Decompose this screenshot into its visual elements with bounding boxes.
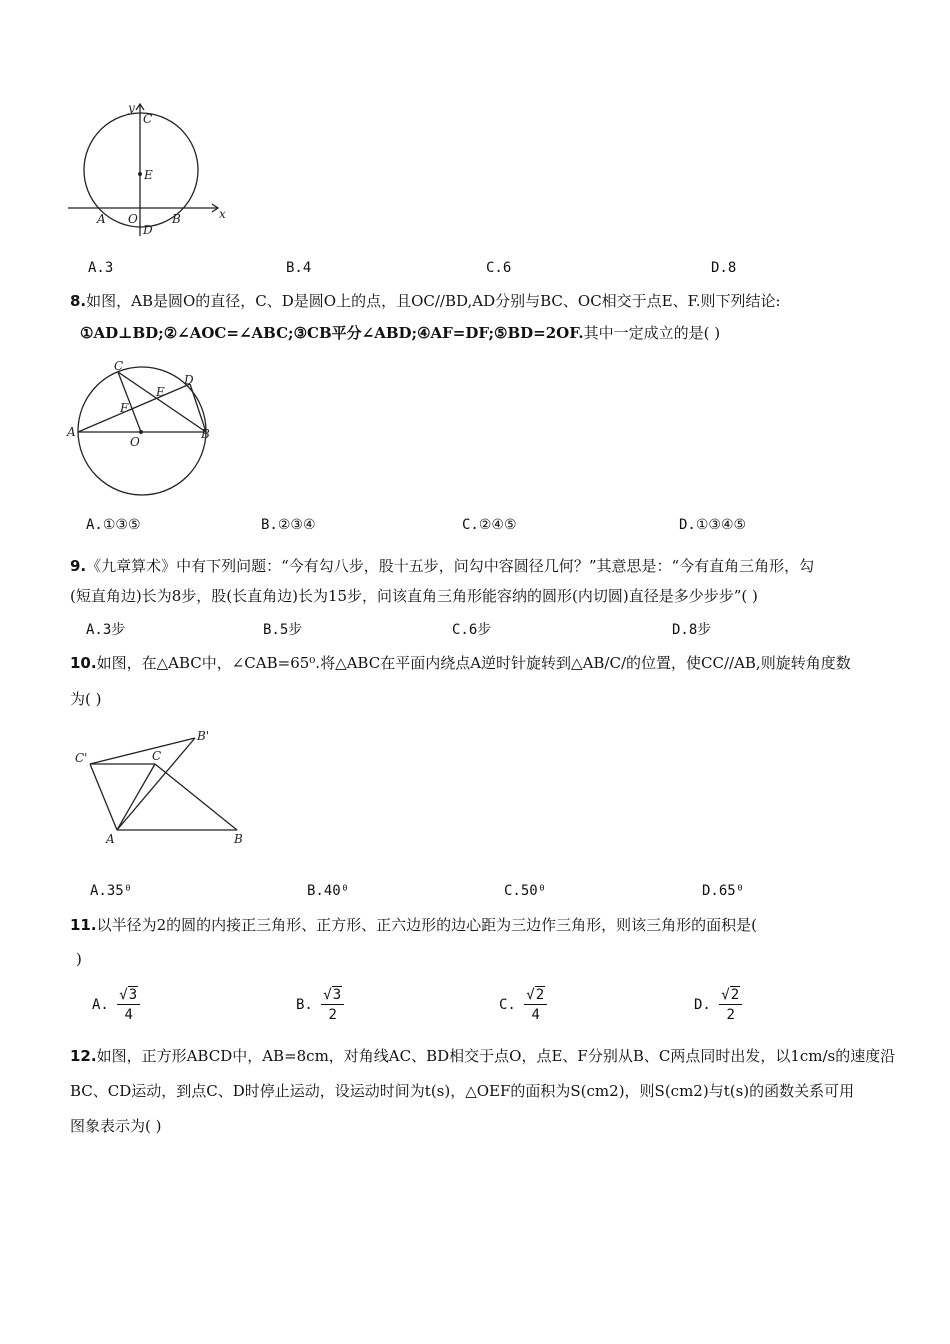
q11-stem-line2: )	[76, 950, 82, 968]
q9-stem-line2: (短直角边)长为8步，股(长直角边)长为15步，问该直角三角形能容纳的圆形(内切圆)直径是多少步步”( )	[70, 587, 758, 605]
q8-conclusions: ①AD⊥BD;②∠AOC=∠ABC;③CB平分∠ABD;④AF=DF;⑤BD=2OF.	[80, 324, 584, 342]
q12-number: 12.	[70, 1047, 97, 1065]
q11-stem-line1	[70, 916, 757, 934]
q8-stem-line1	[70, 292, 781, 310]
q8-label-b: B	[201, 427, 210, 441]
q11-option-b	[296, 986, 344, 1024]
q11-option-d	[694, 986, 742, 1024]
q7-figure	[66, 98, 236, 248]
q7-label-d: D	[143, 223, 153, 237]
q12-stem-line3: 图象表示为( )	[70, 1117, 162, 1135]
q7-option-d: D.8	[711, 260, 737, 276]
q8-tail: 其中一定成立的是( )	[583, 324, 721, 342]
q7-label-x: x	[219, 207, 226, 221]
q7-label-b: B	[172, 212, 181, 226]
q11-option-d-denominator: 2	[726, 1007, 735, 1023]
q8-option-b: B.②③④	[261, 517, 316, 533]
q9-option-a: A.3步	[86, 622, 126, 638]
q9-option-d: D.8步	[672, 622, 712, 638]
q10-label-c-prime: C'	[75, 751, 88, 765]
q8-label-o: O	[130, 435, 140, 449]
q10-option-a: A.35⁰	[90, 883, 133, 899]
q7-option-c: C.6	[486, 260, 512, 276]
q7-label-y: y	[128, 101, 135, 115]
q12-line1: 如图，正方形ABCD中，AB=8cm，对角线AC、BD相交于点O，点E、F分别从B、C两点同时出发，以1cm/s的速度沿	[96, 1047, 896, 1065]
q7-label-o: O	[128, 212, 138, 226]
q11-option-b-fraction: $\frac{√3}{2}$	[321, 986, 344, 1024]
q7-label-a: A	[97, 212, 106, 226]
q10-stem-line2: 为( )	[70, 690, 102, 708]
q11-option-b-radicand: 3	[332, 987, 342, 1003]
q11-option-a-radicand: 3	[128, 987, 138, 1003]
q8-label-e: E	[156, 385, 165, 399]
q11-option-c-radicand: 2	[535, 987, 545, 1003]
q8-label-f: F	[120, 401, 129, 415]
q7-option-a: A.3	[88, 260, 114, 276]
q9-line1: 《九章算术》中有下列问题：“今有勾八步，股十五步，问勾中容圆径几何？”其意思是：“今有直角三角形，勾	[86, 557, 815, 575]
q10-option-d: D.65⁰	[702, 883, 745, 899]
q8-option-a: A.①③⑤	[86, 517, 141, 533]
q7-label-c: C	[143, 112, 153, 126]
q11-option-c	[499, 986, 547, 1024]
q11-line1: 以半径为2的圆的内接正三角形、正方形、正六边形的边心距为三边作三角形，则该三角形的面积是(	[96, 916, 757, 934]
q11-option-c-letter: C.	[499, 997, 516, 1013]
q10-label-a: A	[106, 832, 115, 846]
q11-option-d-fraction: $\frac{√2}{2}$	[719, 986, 742, 1024]
q9-option-b: B.5步	[263, 622, 303, 638]
q9-option-c: C.6步	[452, 622, 492, 638]
q11-option-a-fraction: $\frac{√3}{4}$	[117, 986, 140, 1024]
q11-option-b-denominator: 2	[328, 1007, 337, 1023]
q9-stem-line1	[70, 557, 814, 575]
q8-figure	[64, 358, 224, 498]
q12-stem-line2: BC、CD运动，到点C、D时停止运动，设运动时间为t(s)，△OEF的面积为S(cm2)，则S(cm2)与t(s)的函数关系可用	[70, 1082, 855, 1100]
q8-option-d: D.①③④⑤	[679, 517, 747, 533]
q8-label-c: C	[114, 359, 124, 373]
q8-stem-line2	[80, 324, 720, 342]
q7-label-e: E	[144, 168, 153, 182]
q10-number: 10.	[70, 654, 97, 672]
q10-option-c: C.50⁰	[504, 883, 547, 899]
q11-option-c-denominator: 4	[531, 1007, 540, 1023]
q11-option-c-fraction: $\frac{√2}{4}$	[524, 986, 547, 1024]
q11-option-a-denominator: 4	[124, 1007, 133, 1023]
q10-label-b-prime: B'	[197, 729, 210, 743]
q12-stem-line1	[70, 1047, 895, 1065]
q7-circle	[84, 113, 198, 227]
q10-label-b: B	[234, 832, 243, 846]
q11-option-d-letter: D.	[694, 997, 711, 1013]
q10-line1: 如图，在△ABC中，∠CAB=65⁰.将△ABC在平面内绕点A逆时针旋转到△AB/C/的位置，使CC//AB,则旋转角度数	[96, 654, 851, 672]
q8-label-d: D	[184, 373, 194, 387]
q11-option-d-radicand: 2	[730, 987, 740, 1003]
q8-label-a: A	[67, 425, 76, 439]
q10-option-b: B.40⁰	[307, 883, 350, 899]
q10-figure	[70, 722, 255, 852]
q8-option-c: C.②④⑤	[462, 517, 517, 533]
q9-number: 9.	[70, 557, 87, 575]
q10-label-c: C	[152, 749, 162, 763]
q11-number: 11.	[70, 916, 97, 934]
q8-text: 如图，AB是圆O的直径，C、D是圆O上的点，且OC//BD,AD分别与BC、OC相交于点E、F.则下列结论:	[86, 292, 781, 310]
q11-option-a	[92, 986, 140, 1024]
q11-option-a-letter: A.	[92, 997, 109, 1013]
q10-stem-line1	[70, 654, 851, 672]
q8-number: 8.	[70, 292, 87, 310]
q11-option-b-letter: B.	[296, 997, 313, 1013]
q7-option-b: B.4	[286, 260, 312, 276]
